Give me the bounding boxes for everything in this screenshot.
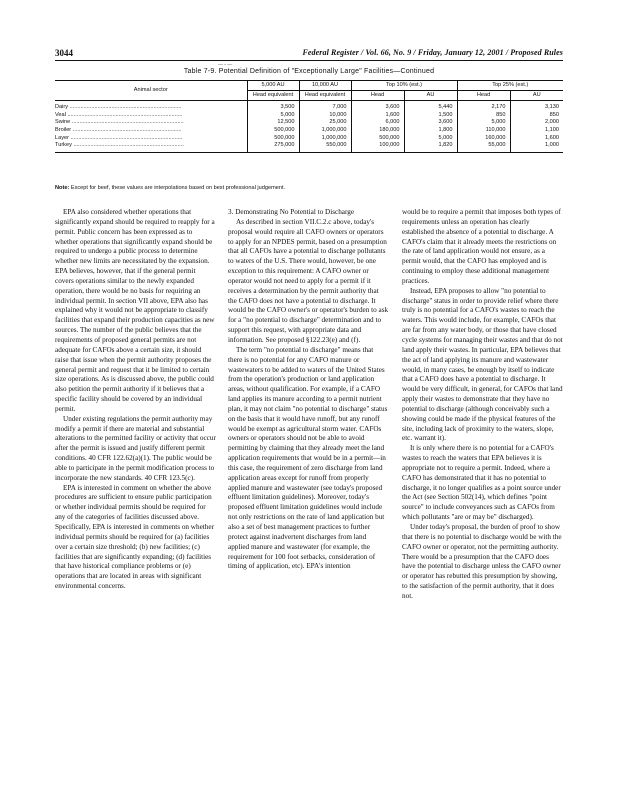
table-cell: 2,000: [510, 119, 563, 127]
header-mark: — - —: [218, 63, 233, 68]
table-cell: 5,440: [404, 101, 457, 112]
header-rule: [55, 60, 563, 61]
table-cell: 55,000: [457, 142, 510, 152]
table-cell: 5,000: [247, 112, 299, 120]
table-cell: 1,000: [510, 142, 563, 152]
sub-header: AU: [404, 91, 457, 101]
text-column-1: [55, 208, 216, 788]
table-cell: 1,800: [404, 127, 457, 135]
table-cell: 1,600: [351, 112, 404, 120]
table-cell: 5,000: [404, 134, 457, 142]
table-cell: 7,000: [299, 101, 351, 112]
row-label: Dairy ........................................................................: [55, 104, 182, 111]
group-header: 5,000 AU: [247, 81, 299, 91]
table-row: [55, 127, 563, 135]
table-cell: 500,000: [247, 127, 299, 135]
table-cell: 6,000: [351, 119, 404, 127]
table-cell: 160,000: [457, 134, 510, 142]
table-container: [55, 80, 563, 153]
paragraph: EPA is interested in comment on whether the above procedures are sufficient to ensure public participation or whether individual permits should be required for any of the categories of facilities discussed above. Specifically, EPA is interested in comments on whether individual permits should be required for (a) facilities over a certain size threshold; (b) new facilities; (c) facilities that are significantly expanding; (d) facilities that have historical compliance problems or (e) operations that are located in areas with significant environmental concerns.: [55, 483, 214, 591]
group-header: Top 10% (est.): [351, 81, 457, 91]
table-cell: 5,000: [457, 119, 510, 127]
body-text: [55, 208, 563, 788]
table-row: [55, 134, 563, 142]
table-cell: 25,000: [299, 119, 351, 127]
paragraph: As described in section VII.C.2.c above, today's proposal would require all CAFO owners or operators to apply for an NPDES permit, based on a presumption that all CAFOs have a potential to discharge pollutants to waters of the U.S. There would, however, be one exception to this requirement: A CAFO owner or operator would not need to apply for a permit if it receives a determination by the permit authority that the CAFO does not have a potential to discharge. It would be the CAFO owner's or operator's burden to ask for a "no potential to discharge" determination and to support this request, with appropriate data and information. See proposed §122.23(e) and (f).: [228, 217, 389, 344]
table-cell: 850: [457, 112, 510, 120]
text-column-2: [228, 208, 389, 788]
paragraph: It is only where there is no potential for a CAFO's wastes to reach the waters that EPA believes it is appropriate not to require a permit. Indeed, where a CAFO has demonstrated that it has no potential to discharge, it no longer qualifies as a point source under the Act (see Section 502(14), which defines "point source" to include conveyances such as CAFOs from which pollutants "are or may be" discharged).: [402, 444, 561, 522]
table-cell: 850: [510, 112, 563, 120]
paragraph: Under existing regulations the permit authority may modify a permit if there are material and substantial alterations to the permitted facility or activity that occur after the permit is issued and justify different permit conditions. 40 CFR 122.62(a)(1). The public would be able to participate in the permit modification process to incorporate the new standards. 40 CFR 123.5(c).: [55, 414, 216, 482]
table-row: [55, 101, 563, 112]
table-cell: 3,600: [351, 101, 404, 112]
table-row: [55, 119, 563, 127]
table-cell: 3,130: [510, 101, 563, 112]
table-row: [55, 142, 563, 152]
page-number: 3044: [55, 48, 73, 58]
table-cell: 10,000: [299, 112, 351, 120]
table-cell: 500,000: [247, 134, 299, 142]
page-header: [55, 47, 563, 59]
table-cell: 1,000,000: [299, 127, 351, 135]
table-cell: 275,000: [247, 142, 299, 152]
table-cell: 550,000: [299, 142, 351, 152]
table-cell: 1,500: [404, 112, 457, 120]
sub-header: Head: [351, 91, 404, 101]
table-cell: 1,100: [510, 127, 563, 135]
note-text: Except for beef, these values are interpolations based on best professional judgement.: [70, 185, 286, 191]
table-row: [55, 112, 563, 120]
table-cell: 1,000,000: [299, 134, 351, 142]
row-label: Veal ..........................................................................: [55, 111, 183, 118]
table-cell: 3,500: [247, 101, 299, 112]
column-header-sector: Animal sector: [55, 81, 247, 101]
sub-header: AU: [510, 91, 563, 101]
table-cell: 110,000: [457, 127, 510, 135]
row-label: Swine ........................................................................: [55, 119, 184, 126]
row-label: Turkey .......................................................................: [55, 142, 247, 152]
table-cell: 2,170: [457, 101, 510, 112]
sub-header: Head: [457, 91, 510, 101]
paragraph: EPA also considered whether operations that significantly expand should be required to reapply for a permit. Public concern has been expressed as to whether operations that significantly expand should be required to undergo a public process to determine whether new limits are necessitated by the expansion. EPA believes, however, that if the general permit covers operations similar to the newly expanded operation, there would be no basis for requiring an individual permit. In section VII above, EPA also has explained why it would not be appropriate to classify facilities that expand their production capacities as new sources. The number of the public believes that the requirements of proposed general permits are not adequate for CAFOs above a certain size, it should raise that issue when the permit authority proposes the general permit and request that it be limited to certain size operations. As is discussed above, the public could also petition the permit authority if it believes that a specific facility should be covered by an individual permit.: [55, 208, 215, 413]
section-heading: 3. Demonstrating No Potential to Discharge: [228, 208, 355, 216]
table-cell: 1,820: [404, 142, 457, 152]
table-note: [55, 184, 563, 192]
paragraph: would be to require a permit that imposes both types of requirements unless an operation has clearly established the absence of a potential to discharge. A CAFO's claim that it already meets the restrictions on the rate of land application would not ensure, as a permit would, that the CAFO has employed and is continuing to employ these additional management practices.: [402, 208, 561, 285]
text-column-3: [402, 208, 563, 788]
table-cell: 500,000: [351, 134, 404, 142]
table-cell: 12,500: [247, 119, 299, 127]
sub-header: Head equivalent: [247, 91, 299, 101]
group-header: Top 25% (est.): [457, 81, 563, 91]
data-table: [55, 80, 563, 153]
paragraph: Under today's proposal, the burden of proof to show that there is no potential to discharge would be with the CAFO owner or operator, not the permitting authority. There would be a presumption that the CAFO does have the potential to discharge unless the CAFO owner or operator has rebutted this presumption by showing, to the satisfaction of the permit authority, that it does not.: [402, 523, 562, 600]
running-head: Federal Register / Vol. 66, No. 9 / Friday, January 12, 2001 / Proposed Rules: [302, 48, 563, 57]
paragraph: Instead, EPA proposes to allow "no potential to discharge" status in order to provide relief where there truly is no potential for a CAFO's wastes to reach the waters. This would include, for example, CAFOs that are far from any water body, or those that have closed cycle systems for managing their wastes and that do not land apply their wastes. In particular, EPA believes that the act of land applying its manure and wastewater would, in many cases, be enough by itself to indicate that a CAFO does have a potential to discharge. It would be very difficult, in general, for CAFOs that land apply their wastes to demonstrate that they have no potential to discharge (although conceivably such a showing could be made if the physical features of the site, including lack of proximity to the waters, slope, etc. warrant it).: [402, 286, 563, 443]
table-cell: 180,000: [351, 127, 404, 135]
table-cell: 100,000: [351, 142, 404, 152]
table-cell: 3,600: [404, 119, 457, 127]
row-label: Broiler ......................................................................: [55, 127, 182, 134]
note-label: Note:: [55, 185, 70, 191]
table-title: Table 7-9. Potential Definition of "Exceptionally Large" Facilities—Continued: [183, 68, 435, 75]
sub-header: Head equivalent: [299, 91, 351, 101]
table-cell: 1,600: [510, 134, 563, 142]
row-label: Layer ........................................................................: [55, 134, 183, 141]
paragraph: The term "no potential to discharge" means that there is no potential for any CAFO manure or wastewaters to be added to waters of the United States from the operation's production or land application areas, without qualification. For example, if a CAFO land applies its manure according to a permit nutrient plan, it may not claim "no potential to discharge" status on the basis that it would have runoff, but any runoff would be exempt as agricultural storm water. CAFOs owners or operators should not be able to avoid permitting by claiming that they already meet the land application requirements that would be in a permit—in this case, the requirement of zero discharge from land application areas except for runoff from properly applied manure and wastewater (see today's proposed effluent limitation guidelines). Moreover, today's proposed effluent limitation guidelines would include not only restrictions on the rate of land application but also a set of best management practices to further protect against inadvertent discharges from land applied manure and wastewater (for example, the requirement for 100 foot setbacks, consideration of timing of application, etc). EPA's intention: [228, 345, 388, 571]
group-header: 10,000 AU: [299, 81, 351, 91]
